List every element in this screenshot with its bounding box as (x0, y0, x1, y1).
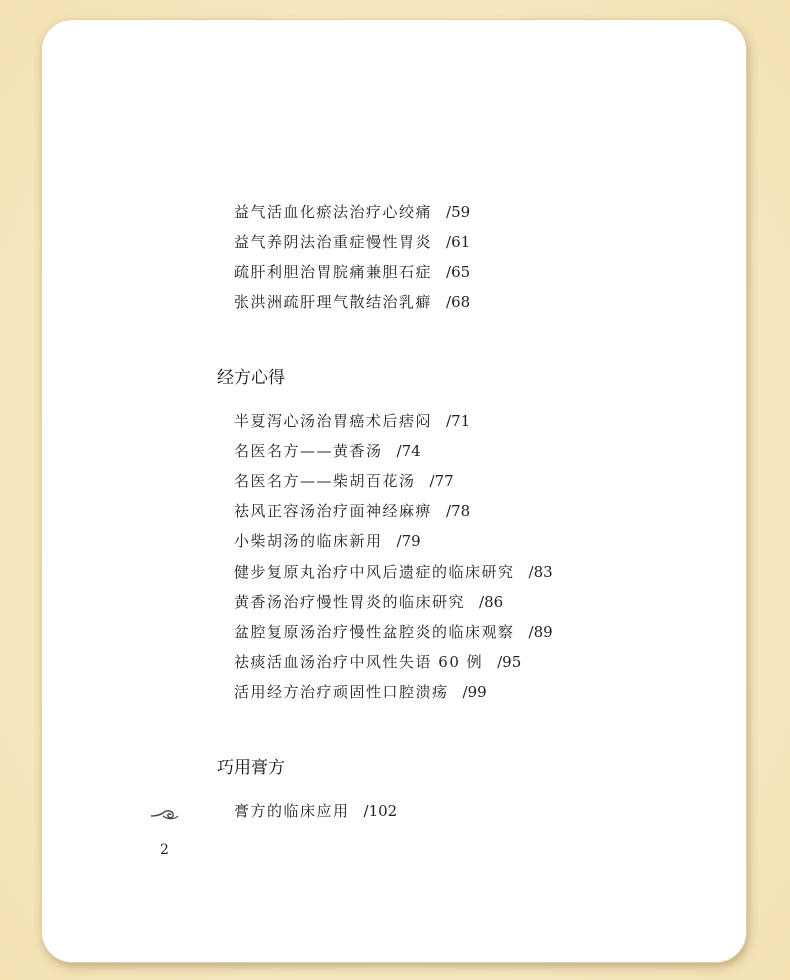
entry-page: /61 (446, 233, 471, 251)
toc-entry (234, 531, 421, 551)
entry-page: /89 (528, 623, 553, 641)
entry-title: 健步复原丸治疗中风后遗症的临床研究 (234, 563, 515, 581)
entry-title: 盆腔复原汤治疗慢性盆腔炎的临床观察 (234, 623, 515, 641)
entry-page: /99 (462, 683, 487, 701)
entry-title: 活用经方治疗顽固性口腔溃疡 (234, 683, 449, 701)
toc-entry (234, 202, 470, 222)
entry-page: /74 (396, 442, 421, 460)
toc-entry (234, 562, 553, 582)
entry-title: 膏方的临床应用 (234, 802, 350, 820)
entry-title: 半夏泻心汤治胃癌术后痞闷 (234, 412, 433, 430)
entry-page: /86 (479, 593, 504, 611)
entry-page: /59 (446, 203, 471, 221)
toc-entry (234, 441, 421, 461)
toc-entry (234, 501, 470, 521)
section-heading: 经方心得 (217, 368, 285, 388)
toc-entry (234, 592, 503, 612)
toc-entry (234, 801, 397, 821)
toc-entry (234, 622, 553, 642)
entry-title: 益气养阴法治重症慢性胃炎 (234, 233, 433, 251)
entry-title: 张洪洲疏肝理气散结治乳癖 (234, 293, 433, 311)
entry-page: /83 (528, 563, 553, 581)
entry-page: /95 (497, 653, 522, 671)
entry-page: /65 (446, 263, 471, 281)
entry-page: /78 (446, 502, 471, 520)
entry-title: 疏肝利胆治胃脘痛兼胆石症 (234, 263, 433, 281)
toc-entry (234, 292, 470, 312)
entry-title: 名医名方——黄香汤 (234, 442, 383, 460)
toc-entry (234, 262, 470, 282)
entry-title: 小柴胡汤的临床新用 (234, 532, 383, 550)
toc-entry (234, 471, 454, 491)
entry-page: /102 (363, 802, 398, 820)
entry-page: /68 (446, 293, 471, 311)
entry-title: 祛痰活血汤治疗中风性失语 60 例 (234, 653, 484, 671)
toc-entry (234, 411, 470, 431)
page-number: 2 (160, 842, 169, 858)
entry-title: 名医名方——柴胡百花汤 (234, 472, 416, 490)
entry-title: 祛风正容汤治疗面神经麻痹 (234, 502, 433, 520)
cloud-swirl-icon (150, 807, 180, 823)
toc-entry (234, 652, 521, 672)
toc-entry (234, 232, 470, 252)
entry-page: /79 (396, 532, 421, 550)
entry-title: 益气活血化瘀法治疗心绞痛 (234, 203, 433, 221)
toc-entry (234, 682, 487, 702)
entry-page: /71 (446, 412, 471, 430)
section-heading: 巧用膏方 (217, 758, 285, 778)
entry-title: 黄香汤治疗慢性胃炎的临床研究 (234, 593, 466, 611)
entry-page: /77 (429, 472, 454, 490)
